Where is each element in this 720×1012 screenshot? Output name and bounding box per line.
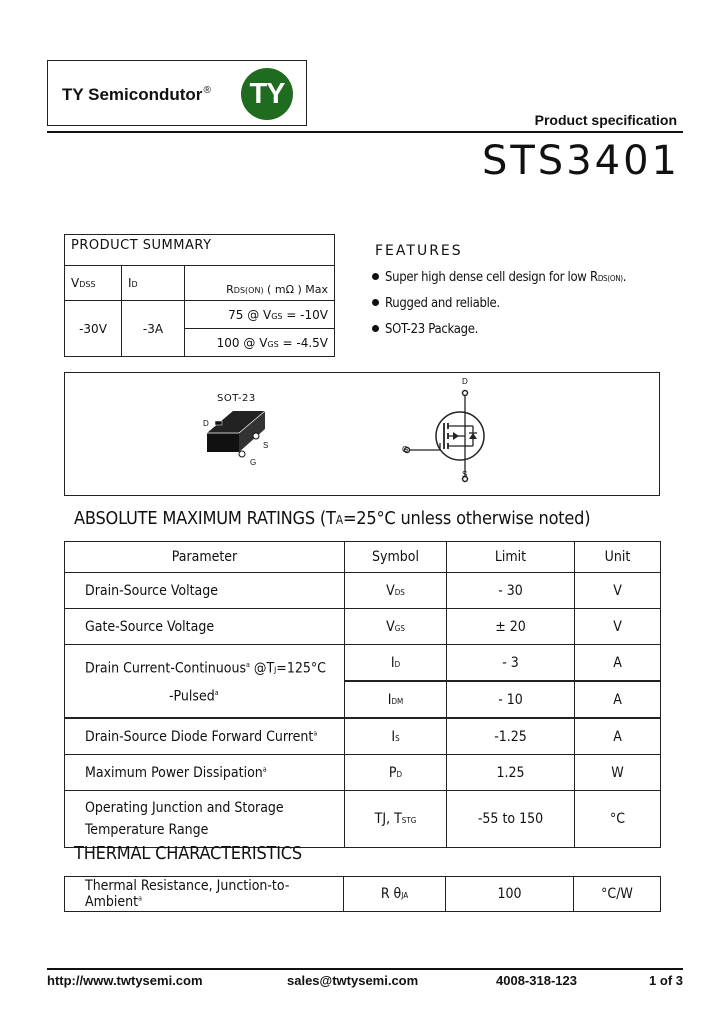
rdson-cond-sub: GS xyxy=(271,311,283,321)
unit-cell: W xyxy=(575,755,661,791)
footer-email-link[interactable]: sales@twtysemi.com xyxy=(287,973,419,988)
rdson-cond: = -10V xyxy=(282,307,328,322)
param-cell xyxy=(65,877,344,912)
limit-cell: 1.25 xyxy=(447,755,575,791)
schematic-pin-d: D xyxy=(462,377,468,386)
param-cell: Drain-Source Voltage xyxy=(65,573,345,609)
col-unit: Unit xyxy=(575,542,661,573)
abs-max-title-sub: A xyxy=(335,513,343,527)
ty-logo-icon: TY xyxy=(241,68,293,120)
rdson-cond: = -4.5V xyxy=(278,335,328,350)
symbol-main: I xyxy=(387,691,392,708)
footnote-mark: a xyxy=(313,728,318,737)
table-header-row xyxy=(65,542,661,573)
rdson-value: 75 @ V xyxy=(228,307,272,322)
bullet-icon xyxy=(372,299,379,306)
schematic-pin-s: S xyxy=(462,470,468,479)
param-cell xyxy=(65,645,345,719)
table-row xyxy=(65,791,661,848)
thermal-title: THERMAL CHARACTERISTICS xyxy=(74,843,302,864)
param-cell: Gate-Source Voltage xyxy=(65,609,345,645)
abs-max-title-main: ABSOLUTE MAXIMUM RATINGS (T xyxy=(74,508,336,529)
limit-cell: 100 xyxy=(446,877,574,912)
vdss-sub: DSS xyxy=(79,280,96,289)
symbol-cell xyxy=(345,609,447,645)
table-row xyxy=(65,609,661,645)
product-summary-table xyxy=(64,234,335,357)
param-cell xyxy=(65,755,345,791)
symbol-sub: DM xyxy=(391,696,404,706)
param-text: -Pulsed xyxy=(169,688,215,705)
limit-cell: - 3 xyxy=(447,645,575,682)
bullet-icon xyxy=(372,273,379,280)
symbol-sub: S xyxy=(395,733,400,743)
symbol-main: P xyxy=(388,764,397,781)
footnote-mark: a xyxy=(246,661,250,670)
symbol-main: TJ, T xyxy=(374,811,402,827)
limit-cell: ± 20 xyxy=(447,609,575,645)
footnote-mark: a xyxy=(138,894,142,903)
id-main: I xyxy=(128,276,132,290)
symbol-main: I xyxy=(391,728,396,745)
param-cond-rest: =125°C xyxy=(276,661,326,677)
company-name xyxy=(62,85,211,105)
header-divider xyxy=(47,131,683,133)
vdss-main: V xyxy=(71,276,80,290)
feature-text: Rugged and reliable. xyxy=(385,296,500,311)
rdson-row-1 xyxy=(185,301,335,329)
company-logo-box xyxy=(47,60,307,126)
unit-cell: A xyxy=(575,681,661,718)
doc-type-label: Product specification xyxy=(534,112,677,128)
feature-item xyxy=(372,268,626,294)
symbol-cell xyxy=(345,681,447,718)
bullet-icon xyxy=(372,325,379,332)
unit-cell: °C/W xyxy=(574,877,661,912)
limit-cell: - 10 xyxy=(447,681,575,718)
symbol-sub: GS xyxy=(394,623,405,633)
abs-max-title-rest: =25°C unless otherwise noted) xyxy=(342,508,591,529)
symbol-sub: JA xyxy=(401,891,409,900)
rdson-rest: ( mΩ ) Max xyxy=(263,283,328,296)
param-text: Drain Current-Continuous xyxy=(85,661,247,677)
table-row xyxy=(65,755,661,791)
feature-tail: . xyxy=(622,270,627,285)
symbol-sub: D xyxy=(394,659,401,669)
feature-sub: DS(ON) xyxy=(597,274,623,283)
param-text: Maximum Power Dissipation xyxy=(85,764,263,781)
rdson-sub: DS(ON) xyxy=(233,286,264,295)
sot23-package-icon xyxy=(195,407,285,467)
feature-item xyxy=(372,294,626,320)
symbol-cell xyxy=(345,755,447,791)
unit-cell: A xyxy=(575,645,661,682)
package-pin-s: S xyxy=(263,441,269,450)
package-pin-d: D xyxy=(203,419,209,428)
col-symbol: Symbol xyxy=(345,542,447,573)
param-cond: @T xyxy=(249,661,275,677)
symbol-main: V xyxy=(386,618,395,635)
vdss-header xyxy=(65,266,122,301)
id-header xyxy=(122,266,185,301)
unit-cell: V xyxy=(575,573,661,609)
param-text-line2: Temperature Range xyxy=(85,822,209,838)
footer-website-link[interactable]: http://www.twtysemi.com xyxy=(47,973,203,988)
unit-cell: °C xyxy=(575,791,661,848)
table-row xyxy=(65,573,661,609)
company-name-text: TY Semicondutor xyxy=(62,85,203,104)
rdson-row-2 xyxy=(185,329,335,357)
symbol-cell xyxy=(345,645,447,682)
page-number: 1 of 3 xyxy=(649,973,683,988)
limit-cell: - 30 xyxy=(447,573,575,609)
package-diagram-box xyxy=(64,372,660,496)
unit-cell: A xyxy=(575,718,661,755)
symbol-sub: D xyxy=(396,769,403,779)
part-number-title: STS3401 xyxy=(481,138,680,184)
footer-divider xyxy=(47,968,683,970)
table-row xyxy=(65,718,661,755)
symbol-main: I xyxy=(390,654,395,671)
symbol-main: R θ xyxy=(380,886,402,902)
mosfet-schematic-icon xyxy=(395,383,495,483)
symbol-main: V xyxy=(386,582,395,599)
rdson-cond-sub: GS xyxy=(267,339,279,349)
features-list xyxy=(372,268,626,346)
col-limit: Limit xyxy=(447,542,575,573)
limit-cell: -1.25 xyxy=(447,718,575,755)
rdson-main: R xyxy=(226,283,234,296)
symbol-cell xyxy=(344,877,446,912)
rdson-header xyxy=(185,266,335,301)
param-cell xyxy=(65,791,345,848)
param-text: Drain-Source Diode Forward Current xyxy=(85,728,314,745)
param-text: Operating Junction and Storage xyxy=(85,800,284,816)
symbol-sub: DS xyxy=(394,587,405,597)
feature-text: SOT-23 Package. xyxy=(385,322,479,337)
abs-max-title xyxy=(74,508,590,529)
unit-cell: V xyxy=(575,609,661,645)
rdson-value: 100 @ V xyxy=(216,335,268,350)
abs-max-table xyxy=(64,541,661,848)
param-cell xyxy=(65,718,345,755)
symbol-sub: STG xyxy=(401,816,417,825)
footer-phone: 4008-318-123 xyxy=(496,973,577,988)
thermal-table xyxy=(64,876,661,912)
feature-item xyxy=(372,320,626,346)
feature-text: Super high dense cell design for low R xyxy=(385,270,598,285)
features-title: FEATURES xyxy=(375,243,463,259)
footnote-mark: a xyxy=(262,764,267,773)
col-parameter: Parameter xyxy=(65,542,345,573)
package-label: SOT-23 xyxy=(217,393,256,404)
table-row xyxy=(65,877,661,912)
symbol-cell xyxy=(345,718,447,755)
limit-cell: -55 to 150 xyxy=(447,791,575,848)
table-row xyxy=(65,645,661,682)
product-summary-title: PRODUCT SUMMARY xyxy=(65,235,335,266)
id-sub: D xyxy=(131,280,138,289)
package-pin-g: G xyxy=(250,458,257,467)
registered-mark: ® xyxy=(203,85,211,97)
param-text: Thermal Resistance, Junction-to-Ambient xyxy=(85,878,290,910)
symbol-cell xyxy=(345,573,447,609)
schematic-pin-g: G xyxy=(402,445,409,454)
footnote-mark: a xyxy=(214,689,219,697)
id-value: -3A xyxy=(122,301,185,357)
vdss-value: -30V xyxy=(65,301,122,357)
symbol-cell xyxy=(345,791,447,848)
param-cond-sub: J xyxy=(274,666,277,675)
